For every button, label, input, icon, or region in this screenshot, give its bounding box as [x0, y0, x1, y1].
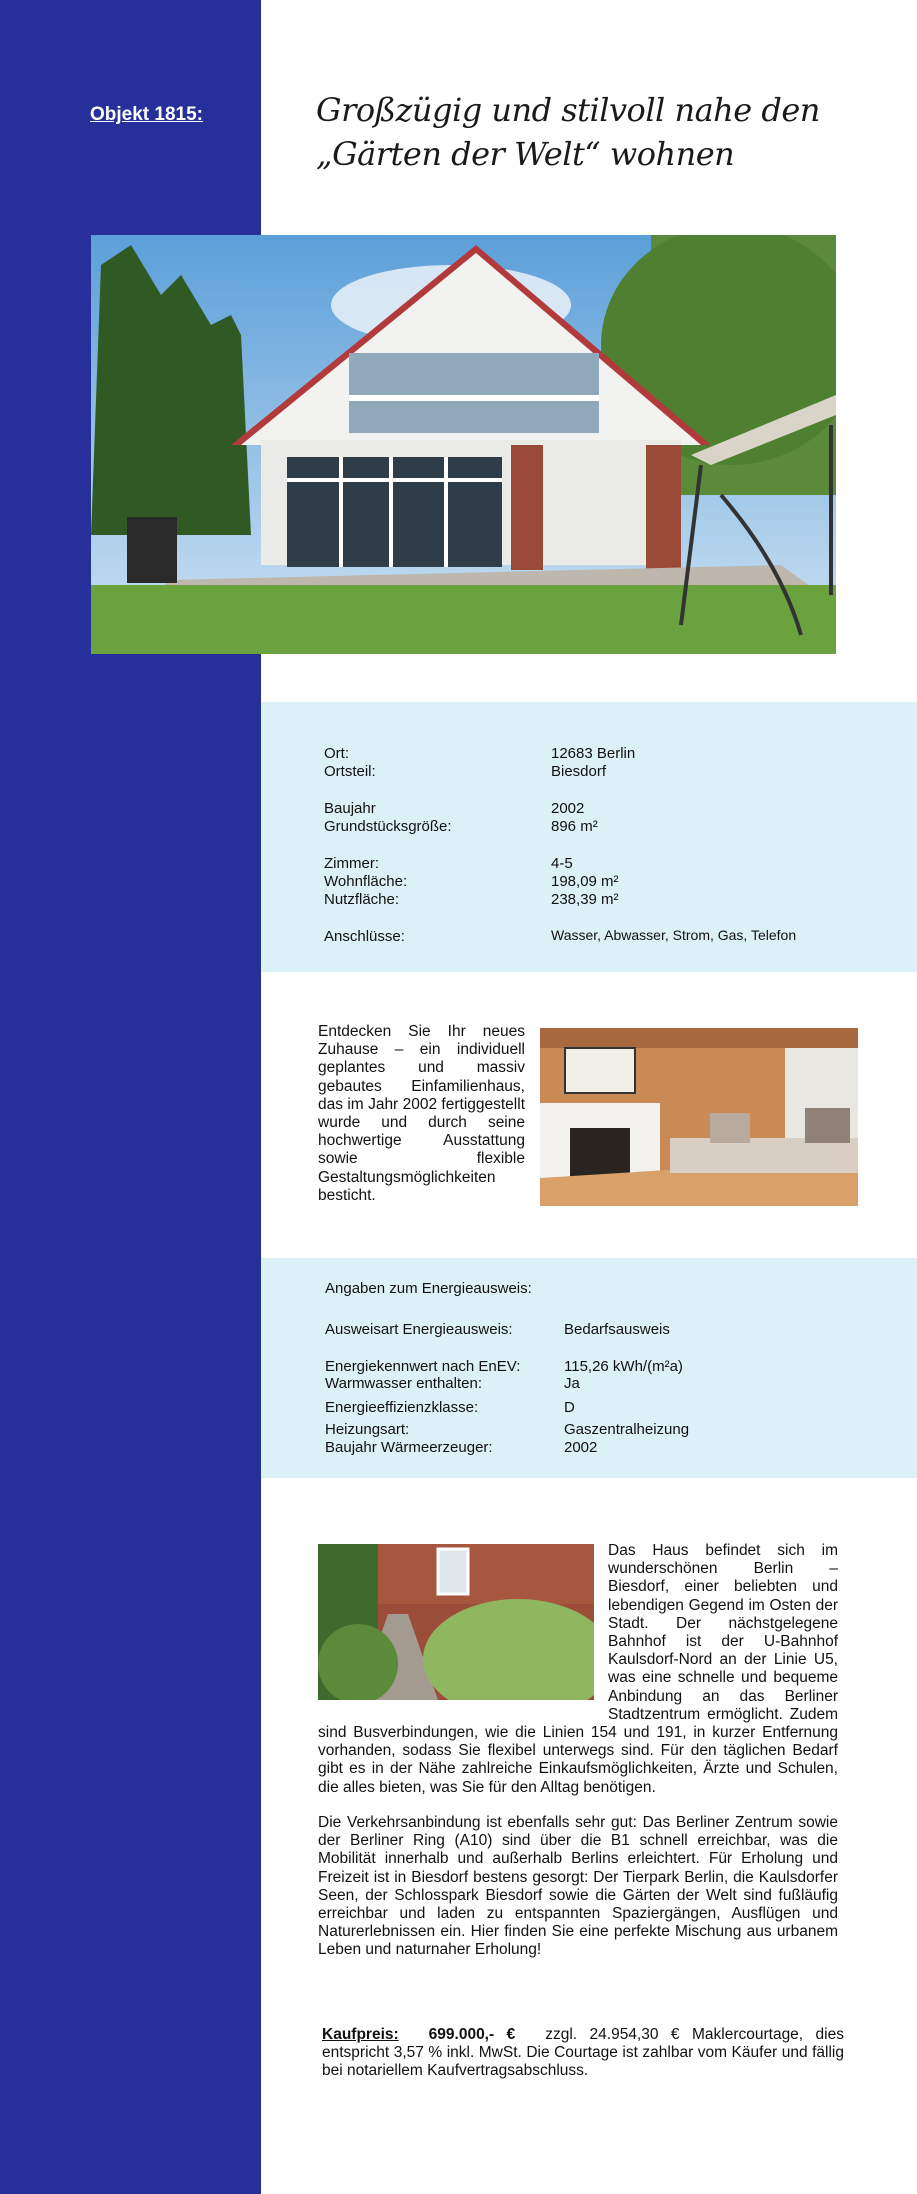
energy-value: D: [564, 1399, 575, 1416]
price-note: zzgl. 24.954,30 € Maklercourtage, dies entspricht 3,57 % inkl. MwSt. Die Courtage ist zahlbar vom Käufer und fällig bei notariellem Kaufvertragsabschluss.: [322, 2026, 844, 2080]
energy-value: Gaszentralheizung: [564, 1421, 690, 1438]
energy-heading: Angaben zum Energieausweis:: [325, 1280, 532, 1297]
energy-label: Energieeffizienzklasse:: [325, 1399, 479, 1416]
fact-value: 896 m²: [551, 818, 598, 835]
fact-label: Anschlüsse:: [324, 928, 405, 945]
fact-value: 238,39 m²: [551, 891, 619, 908]
fact-label: Ortsteil:: [324, 763, 376, 780]
page-title: Großzügig und stilvoll nahe den „Gärten der Welt“ wohnen: [316, 91, 820, 173]
energy-value: 2002: [564, 1439, 598, 1456]
intro-text: Entdecken Sie Ihr neues Zuhause – ein individuell geplantes und massiv gebautes Einfamilienhaus, das im Jahr 2002 fertiggestellt wurde und durch seine hochwertige Ausstattung sowie flexible Gestaltungsmöglichkeiten besticht.: [318, 1023, 525, 1204]
energy-label: Ausweisart Energieausweis:: [325, 1321, 513, 1338]
energy-value: Ja: [564, 1375, 580, 1392]
location-text-1: Das Haus befindet sich im wunderschönen Berlin – Biesdorf, einer beliebten und lebendigen Gegend im Osten der Stadt. Der nächstgelegene Bahnhof ist der U-Bahnhof Kaulsdorf-Nord an der Linie U5, was eine schnelle und bequeme Anbindung an das Berliner Stadtzentrum ermöglicht. Zudem sind Busverbindungen, wie die Linien 154 und 191, in kurzer Entfernung vorhanden, sodass Sie flexibel unterwegs sind. Für den täglichen Bedarf gibt es in der Nähe zahlreiche Einkaufsmöglichkeiten, Ärzte und Schulen, die alles bieten, was Sie für den Alltag benötigen.: [318, 1542, 838, 1796]
object-number: Objekt 1815:: [90, 104, 203, 125]
energy-label: Heizungsart:: [325, 1421, 410, 1438]
fact-label: Ort:: [324, 745, 349, 762]
fact-value: Wasser, Abwasser, Strom, Gas, Telefon: [551, 927, 797, 943]
fact-value: Biesdorf: [551, 763, 607, 780]
price-label: Kaufpreis:: [322, 2026, 399, 2043]
fact-value: 4-5: [551, 855, 573, 872]
energy-label: Baujahr Wärmeerzeuger:: [325, 1439, 493, 1456]
energy-label: Warmwasser enthalten:: [325, 1375, 483, 1392]
fact-label: Grundstücksgröße:: [324, 818, 452, 835]
price-value: 699.000,- €: [428, 2026, 516, 2043]
energy-label: Energiekennwert nach EnEV:: [325, 1358, 521, 1375]
location-text-2: Die Verkehrsanbindung ist ebenfalls sehr gut: Das Berliner Zentrum sowie der Berliner Ring (A10) sind über die B1 schnell erreichbar, was die Mobilität innerhalb und außerhalb Berlins erleichtert. Für Erholung und Freizeit ist in Biesdorf bestens gesorgt: Der Tierpark Berlin, die Kaulsdorfer Seen, der Schlosspark Biesdorf sowie die Gärten der Welt sind fußläufig erreichbar und laden zu entspannten Spaziergängen, Ausflügen und Naturerlebnissen ein. Hier finden Sie eine perfekte Mischung aus urbanem Leben und naturnaher Erholung!: [318, 1814, 838, 1959]
price-block: [322, 2026, 844, 2081]
house-photo: [91, 235, 836, 654]
living-room-photo: [540, 1028, 858, 1206]
energy-value: Bedarfsausweis: [564, 1321, 670, 1338]
fact-value: 2002: [551, 800, 585, 817]
fact-value: 198,09 m²: [551, 873, 619, 890]
fact-label: Nutzfläche:: [324, 891, 400, 908]
facts-panel: [261, 702, 917, 972]
energy-panel: [261, 1258, 917, 1478]
energy-value: 115,26 kWh/(m²a): [564, 1358, 683, 1375]
fact-label: Wohnfläche:: [324, 873, 408, 890]
fact-label: Zimmer:: [324, 855, 379, 872]
fact-value: 12683 Berlin: [551, 745, 636, 762]
fact-label: Baujahr: [324, 800, 376, 817]
